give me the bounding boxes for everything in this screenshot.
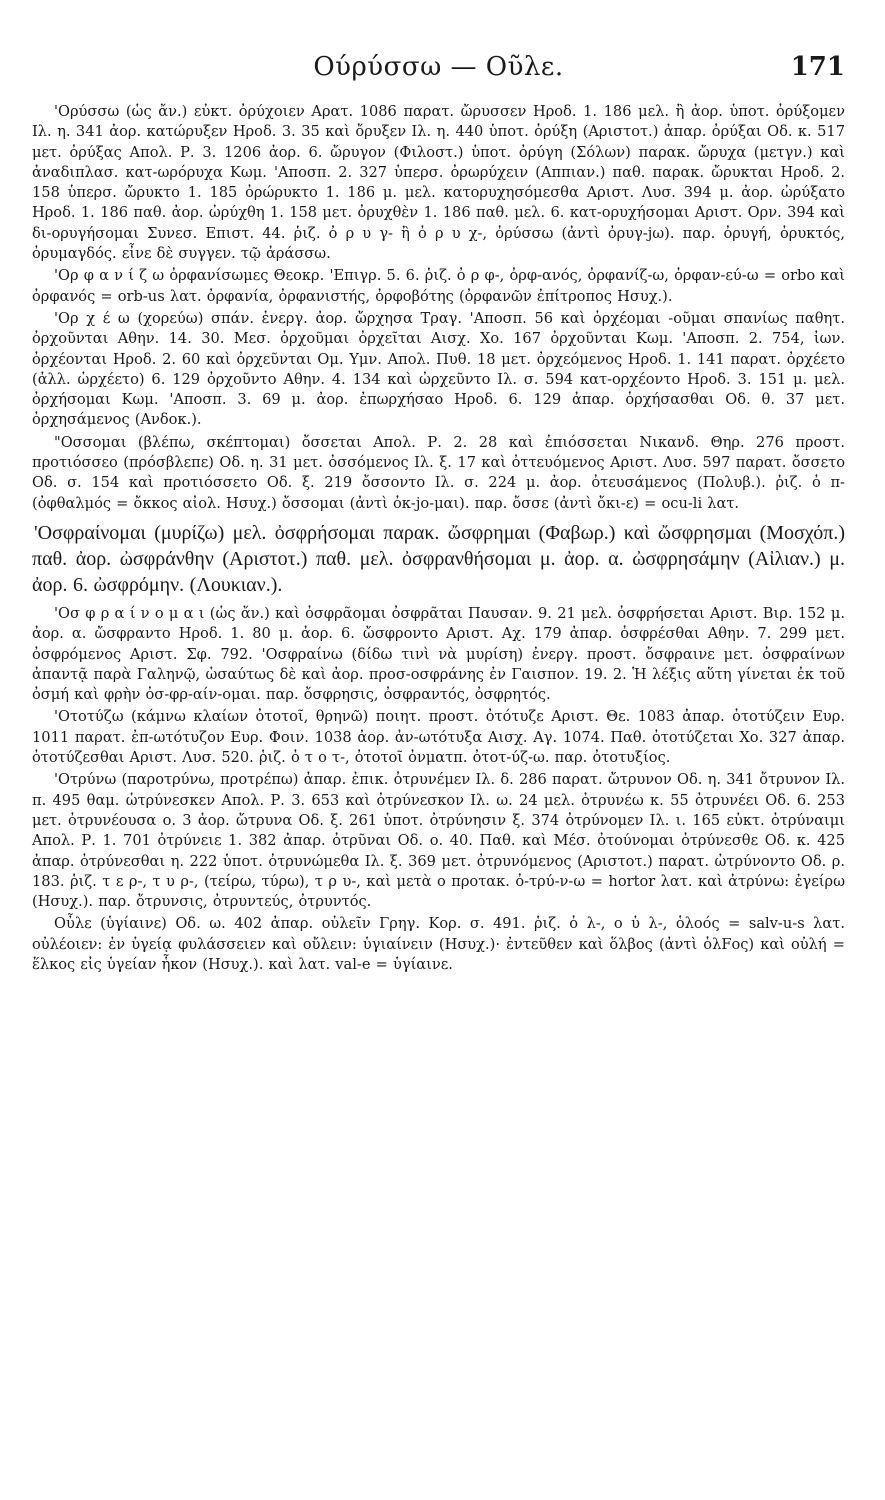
entry-orphanizo: 'Ορ φ α ν ί ζ ω ὀρφανίσωμες Θεοκρ. 'Επιγρ. 5. 6. ῥιζ. ὀ ρ φ-, ὀρφ-ανός, ὀρφανίζ-ω, ὀρφαν-εύ-ω = orbo καὶ ὀρφανός = orb-us λατ. ὀρφανία, ὀρφανιστής, ὀρφοβότης (ὀρφανῶν ἐπίτροπος Ησυχ.). (32, 267, 845, 305)
entry-oule: Οὖλε (ὑγίαινε) Οδ. ω. 402 ἀπαρ. οὐλεῖν Γρηγ. Κορ. σ. 491. ῥιζ. ὀ λ-, ο ὐ λ-, ὁλοός = salv-u-s λατ. οὐλέοιεν: ἐν ὑγείᾳ φυλάσσειεν καὶ οὔλειν: ὑγιαίνειν (Ησυχ.)· ἐντεῦθεν καὶ ὅλβος (ἀντὶ ὁλFος) καὶ οὐλή = ἕλκος εἰς ὑγείαν ἧκον (Ησυχ.). καὶ λατ. val-e = ὑγίαινε. (32, 915, 845, 973)
entry-ototyzo: 'Οτοτύζω (κάμνω κλαίων ὀτοτοῖ, θρηνῶ) ποιητ. προστ. ὀτότυζε Αριστ. Θε. 1083 ἀπαρ. ὀτοτύζειν Ευρ. 1011 παρατ. ἐπ-ωτότυζον Ευρ. Φοιν. 1038 ἀορ. ἀν-ωτότυξα Αισχ. Αγ. 1074. Παθ. ὀτοτύζεται Χο. 327 ἀπαρ. ὀτοτύζεσθαι Αριστ. Λυσ. 520. ῥιζ. ὀ τ ο τ-, ὀτοτοῖ ὀνματπ. ὀτοτ-ύζ-ω. παρ. ὀτοτυξίος. (32, 708, 845, 767)
entry-osphrainomai-handwritten: 'Οσφραίνομαι (μυρίζω) μελ. ὀσφρήσομαι παρακ. ὤσφρημαι (Φαβωρ.) καὶ ὤσφρησμαι (Μοσχόπ.) παθ. ἀορ. ὠσφράνθην (Αριστοτ.) παθ. μελ. ὀσφρανθήσομαι μ. ἀορ. α. ὠσφρησάμην (Αἰλιαν.) μ. ἀορ. 6. ὠσφρόμην. (Λουκιαν.). (32, 521, 845, 596)
entry-otryno: 'Οτρύνω (παροτρύνω, προτρέπω) ἀπαρ. ἐπικ. ὀτρυνέμεν Ιλ. δ. 286 παρατ. ὤτρυνον Οδ. η. 341 ὄτρυνον Ιλ. π. 495 θαμ. ὠτρύνεσκεν Απολ. Ρ. 3. 653 καὶ ὀτρύνεσκον Ιλ. ω. 24 μελ. ὀτρυνέω κ. 55 ὀτρυνέει Οδ. 6. 253 μετ. ὀτρυνέουσα ο. 3 ἀορ. ὤτρυνα Οδ. ξ. 261 ὑποτ. ὀτρύνησιν ξ. 374 ὀτρύνομεν Ιλ. ι. 165 εὐκτ. ὀτρύναιμι Απολ. Ρ. 1. 701 ὀτρύνειε 1. 382 ἀπαρ. ὀτρῦναι Οδ. ο. 40. Παθ. καὶ Μέσ. ὀτούνομαι ὀτρύνεσθε Οδ. κ. 425 ἀπαρ. ὀτρύνεσθαι η. 222 ὑποτ. ὀτρυνώμεθα Ιλ. ξ. 369 μετ. ὀτρυνόμενος (Αριστοτ.) παρατ. ὠτρύνοντο Οδ. ρ. 183. ῥιζ. τ ε ρ-, τ υ ρ-, (τείρω, τύρω), τ ρ υ-, καὶ μετὰ ο προτακ. ὀ-τρύ-ν-ω = hortor λατ. καὶ ἀτρύνω: ἐγείρω (Ησυχ.). παρ. ὄτρυνσις, ὀτρυντεύς, ὀτρυντός. (32, 771, 845, 911)
entries (32, 102, 845, 975)
page-number: 171 (790, 52, 845, 82)
page-header (32, 48, 845, 88)
running-title: Ούρύσσω — Οῦλε. (313, 52, 564, 82)
entry-orysso: 'Ορύσσω (ὡς ἄν.) εὐκτ. ὀρύχοιεν Αρατ. 1086 παρατ. ὤρυσσεν Ηροδ. 1. 186 μελ. ἢ ἀορ. ὑποτ. ὀρύξομεν Ιλ. η. 341 ἀορ. κατώρυξεν Ηροδ. 3. 35 καὶ ὄρυξεν Ιλ. η. 440 ὑποτ. ὀρύξη (Αριστοτ.) ἀπαρ. ὀρύξαι Οδ. κ. 517 μετ. ὀρύξας Απολ. Ρ. 3. 1206 ἀορ. 6. ὤρυγον (Φιλοστ.) ὑποτ. ὀρύγη (Σόλων) παρακ. ὤρυχα (μετγν.) καὶ ἀναδιπλασ. κατ-ωρόρυχα Κωμ. 'Αποσπ. 2. 327 ὑπερσ. ὀρωρύχειν (Αππιαν.) παθ. παρακ. ὤρυκται Ηροδ. 2. 158 ὑπερσ. ὤρυκτο 1. 185 ὀρώρυκτο 1. 186 μ. μελ. κατορυχησόμεσθα Αριστ. Λυσ. 394 μ. ἀορ. ὠρύξατο Ηροδ. 1. 186 παθ. ἀορ. ὠρύχθη 1. 158 μετ. ὀρυχθὲν 1. 186 παθ. μελ. 6. κατ-ορυχήσομαι Αριστ. Ορν. 394 καὶ δι-ορυγήσομαι Συνεσ. Επιστ. 44. ῥιζ. ὀ ρ υ γ- ἢ ὀ ρ υ χ-, ὀρύσσω (ἀντὶ ὀρυγ-jω). παρ. ὀρυγή, ὀρυκτός, ὀρυμαγδός. εἶνε δὲ συγγεν. τῷ ἀράσσω. (32, 103, 845, 263)
entry-orcheo: 'Ορ χ έ ω (χορεύω) σπάν. ἐνεργ. ἀορ. ὤρχησα Τραγ. 'Αποσπ. 56 καὶ ὀρχέομαι -οῦμαι σπανίως παθητ. ὀρχοῦνται Αθην. 14. 30. Μεσ. ὀρχοῦμαι ὀρχεῖται Αισχ. Χο. 167 ὀρχοῦνται Κωμ. 'Αποσπ. 2. 754, ἰων. ὀρχέονται Ηροδ. 2. 60 καὶ ὀρχεῦνται Ομ. Υμν. Απολ. Πυθ. 18 μετ. ὀρχεόμενος Ηροδ. 1. 141 παρατ. ὀρχέετο (ἀλλ. ὠρχέετο) 6. 129 ὀρχοῦντο Αθην. 4. 134 καὶ ὠρχεῦντο Ιλ. σ. 594 κατ-ορχέοντο Ηροδ. 3. 151 μ. μελ. ὀρχήσομαι Κωμ. 'Αποσπ. 3. 69 μ. ἀορ. ἐπωρχήσαο Ηροδ. 6. 129 ἀπαρ. ὀρχήσασθαι Οδ. θ. 37 μετ. ὀρχησάμενος (Ανδοκ.). (32, 309, 845, 429)
entry-osphrainomai: 'Οσ φ ρ α ί ν ο μ α ι (ὡς ἄν.) καὶ ὀσφρᾶομαι ὀσφρᾶται Παυσαν. 9. 21 μελ. ὀσφρήσεται Αριστ. Βιρ. 152 μ. ἀορ. α. ὤσφραντο Ηροδ. 1. 80 μ. ἀορ. 6. ὤσφροντο Αριστ. Αχ. 179 ἀπαρ. ὀσφρέσθαι Αθην. 7. 299 μετ. ὀσφρόμενος Αριστ. Σφ. 792. 'Οσφραίνω (δίδω τινὶ νὰ μυρίση) ἐνεργ. προστ. ὄσφραινε μετ. ὀσφραίνων ἀπαντᾷ παρὰ Γαληνῷ, ὡσαύτως δὲ καὶ ἀορ. προσ-οσφράνης ἐν Γαισπον. 19. 2. Ἡ λέξις αὕτη γίνεται ἐκ τοῦ ὀσμή καὶ φρὴν ὀσ-φρ-αίν-ομαι. παρ. ὄσφρησις, ὀσφραντός, ὀσφρητός. (32, 604, 845, 704)
entry-ossomai: "Οσσομαι (βλέπω, σκέπτομαι) ὄσσεται Απολ. Ρ. 2. 28 καὶ ἐπιόσσεται Νικανδ. Θηρ. 276 προστ. προτιόσσεο (πρόσβλεπε) Οδ. η. 31 μετ. ὀσσόμενος Ιλ. ξ. 17 καὶ ὀττευόμενος Αριστ. Λυσ. 597 παρατ. ὄσσετο Οδ. σ. 154 καὶ προτιόσσετο Οδ. ξ. 219 ὄσσοντο Ιλ. σ. 224 μ. ἀορ. ὀτευσάμενος (Πολυβ.). ῥιζ. ὀ π- (ὀφθαλμός = ὄκκος αἰολ. Ησυχ.) ὄσσομαι (ἀντὶ ὀκ-jο-μαι). παρ. ὄσσε (ἀντὶ ὄκι-ε) = ocu-li λατ. (32, 433, 845, 512)
